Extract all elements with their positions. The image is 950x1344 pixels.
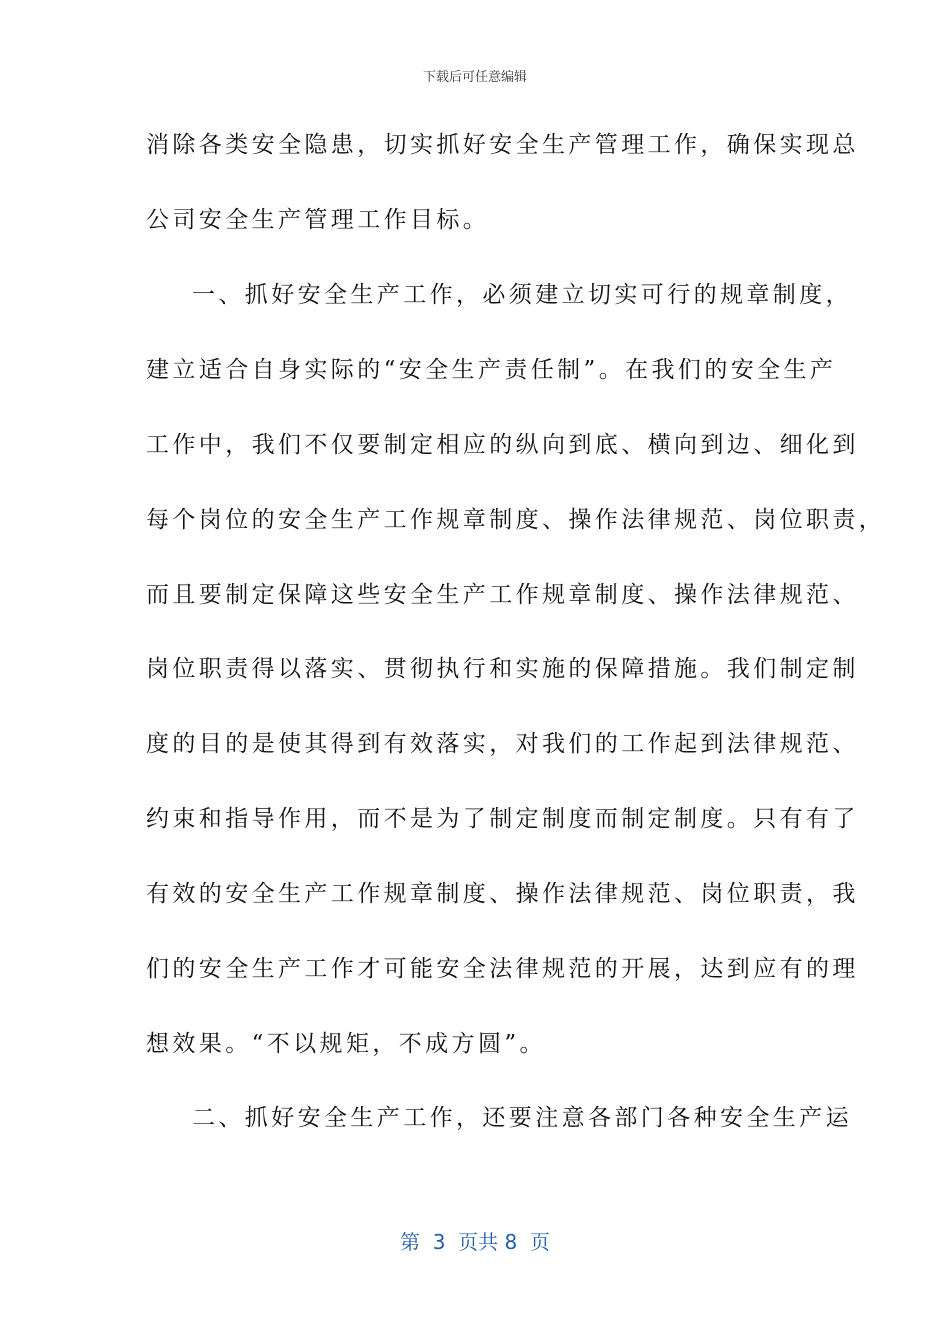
body-line: 们的安全生产工作才可能安全法律规范的开展，达到应有的理 bbox=[146, 956, 859, 982]
body-line: 公司安全生产管理工作目标。 bbox=[146, 207, 490, 233]
body-line: 工作中，我们不仅要制定相应的纵向到底、横向到边、细化到 bbox=[146, 432, 859, 458]
body-line: 建立适合自身实际的“安全生产责任制”。在我们的安全生产 bbox=[146, 357, 837, 383]
body-line: 每个岗位的安全生产工作规章制度、操作法律规范、岗位职责， bbox=[146, 507, 886, 533]
body-line: 想效果。“不以规矩，不成方圆”。 bbox=[146, 1031, 546, 1057]
page-number-footer: 第 3 页共 8 页 bbox=[400, 1230, 550, 1254]
header-note: 下载后可任意编辑 bbox=[422, 70, 527, 85]
body-line: 一、抓好安全生产工作，必须建立切实可行的规章制度， bbox=[192, 282, 852, 308]
body-line: 度的目的是使其得到有效落实，对我们的工作起到法律规范、 bbox=[146, 731, 859, 757]
body-line: 约束和指导作用，而不是为了制定制度而制定制度。只有有了 bbox=[146, 806, 859, 832]
body-line: 而且要制定保障这些安全生产工作规章制度、操作法律规范、 bbox=[146, 582, 859, 608]
body-line: 有效的安全生产工作规章制度、操作法律规范、岗位职责，我 bbox=[146, 881, 859, 907]
body-line: 二、抓好安全生产工作，还要注意各部门各种安全生产运 bbox=[192, 1105, 852, 1131]
body-line: 岗位职责得以落实、贯彻执行和实施的保障措施。我们制定制 bbox=[146, 656, 859, 682]
body-line: 消除各类安全隐患，切实抓好安全生产管理工作，确保实现总 bbox=[146, 132, 859, 158]
